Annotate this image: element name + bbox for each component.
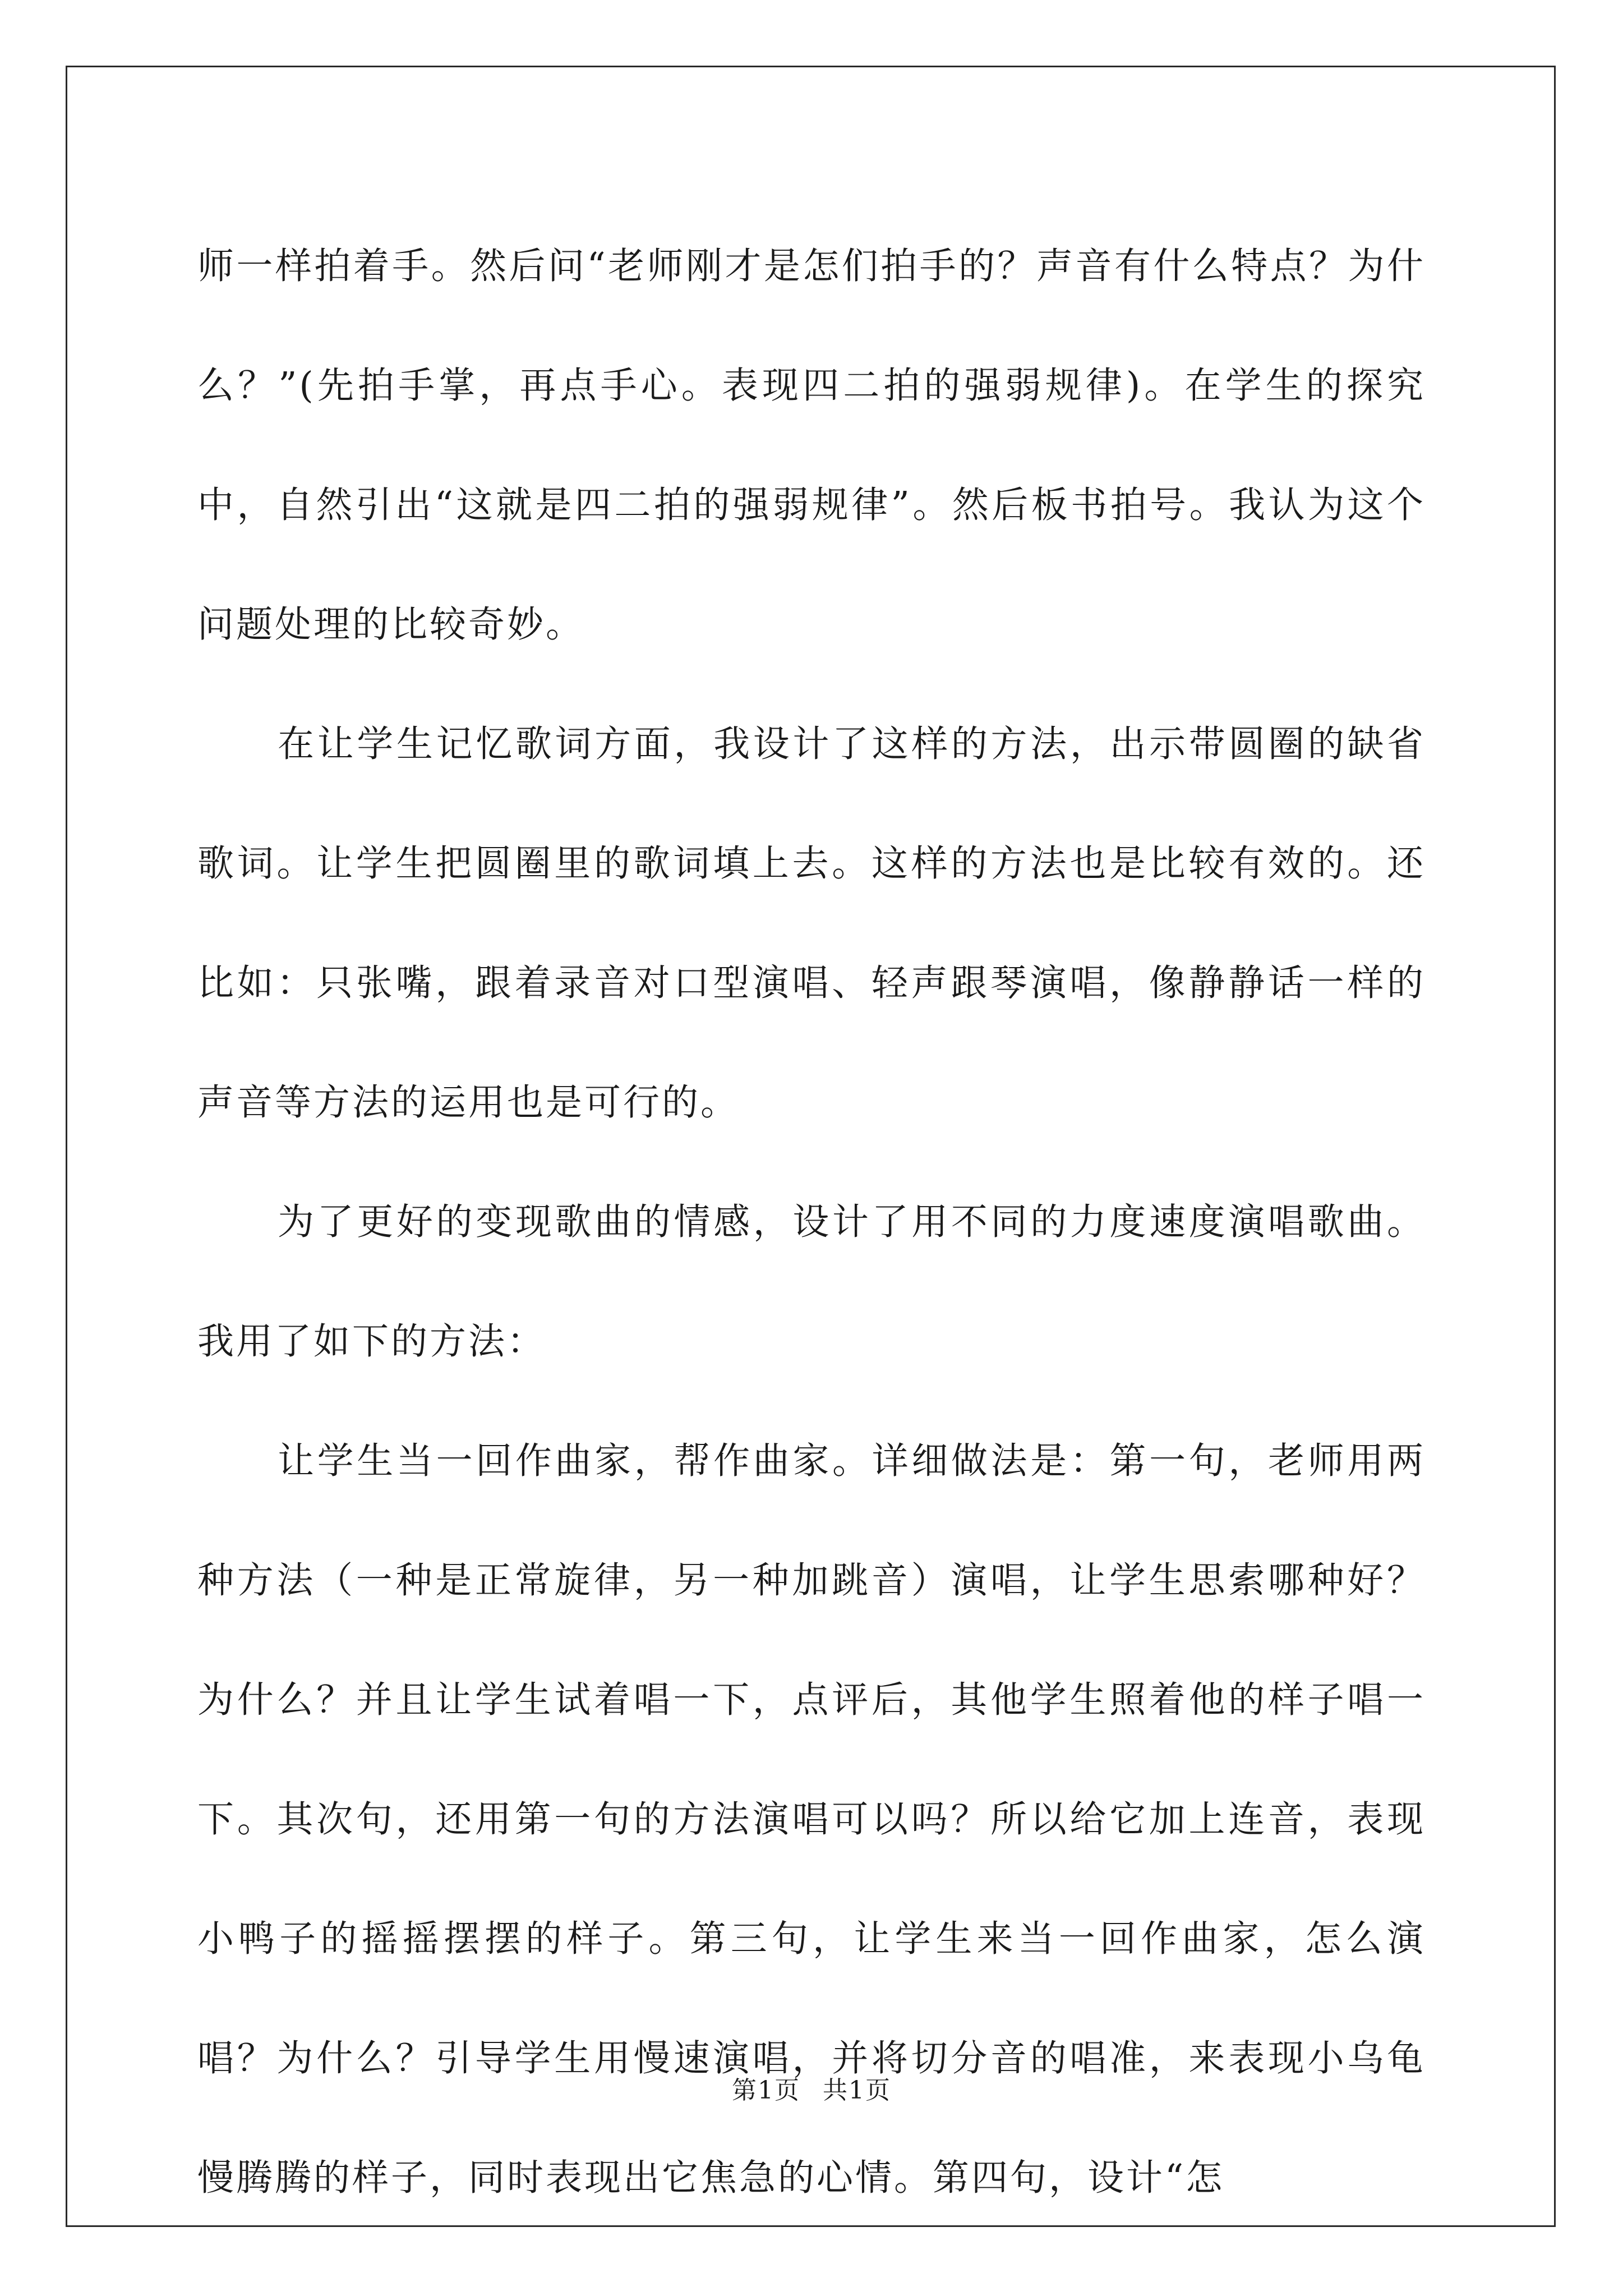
paragraph-1: 师一样拍着手。然后问“老师刚才是怎们拍手的？声音有什么特点？为什么？”(先拍手掌，再点手心。表现四二拍的强弱规律)。在学生的探究中，自然引出“这就是四二拍的强弱规律”。然后板书拍号。我认为这个问题处理的比较奇妙。 <box>197 245 1426 646</box>
paragraph-3: 为了更好的变现歌曲的情感，设计了用不同的力度速度演唱歌曲。我用了如下的方法： <box>197 1201 1426 1363</box>
paragraph-2: 在让学生记忆歌词方面，我设计了这样的方法，出示带圆圈的缺省歌词。让学生把圆圈里的歌词填上去。这样的方法也是比较有效的。还比如：只张嘴，跟着录音对口型演唱、轻声跟琴演唱，像静静话一样的声音等方法的运用也是可行的。 <box>197 723 1426 1124</box>
document-body <box>197 206 1426 2238</box>
page-number: 第1页 <box>732 2076 800 2105</box>
page-footer <box>0 2070 1623 2106</box>
page-total: 共1页 <box>823 2076 891 2105</box>
paragraph-4: 让学生当一回作曲家，帮作曲家。详细做法是：第一句，老师用两种方法（一种是正常旋律，另一种加跳音）演唱，让学生思索哪种好？为什么？并且让学生试着唱一下，点评后，其他学生照着他的样子唱一下。其次句，还用第一句的方法演唱可以吗？所以给它加上连音，表现小鸭子的摇摇摆摆的样子。第三句，让学生来当一回作曲家，怎么演唱？为什么？引导学生用慢速演唱，并将切分音的唱准，来表现小乌龟慢腾腾的样子，同时表现出它焦急的心情。第四句，设计“怎 <box>197 1440 1426 2199</box>
